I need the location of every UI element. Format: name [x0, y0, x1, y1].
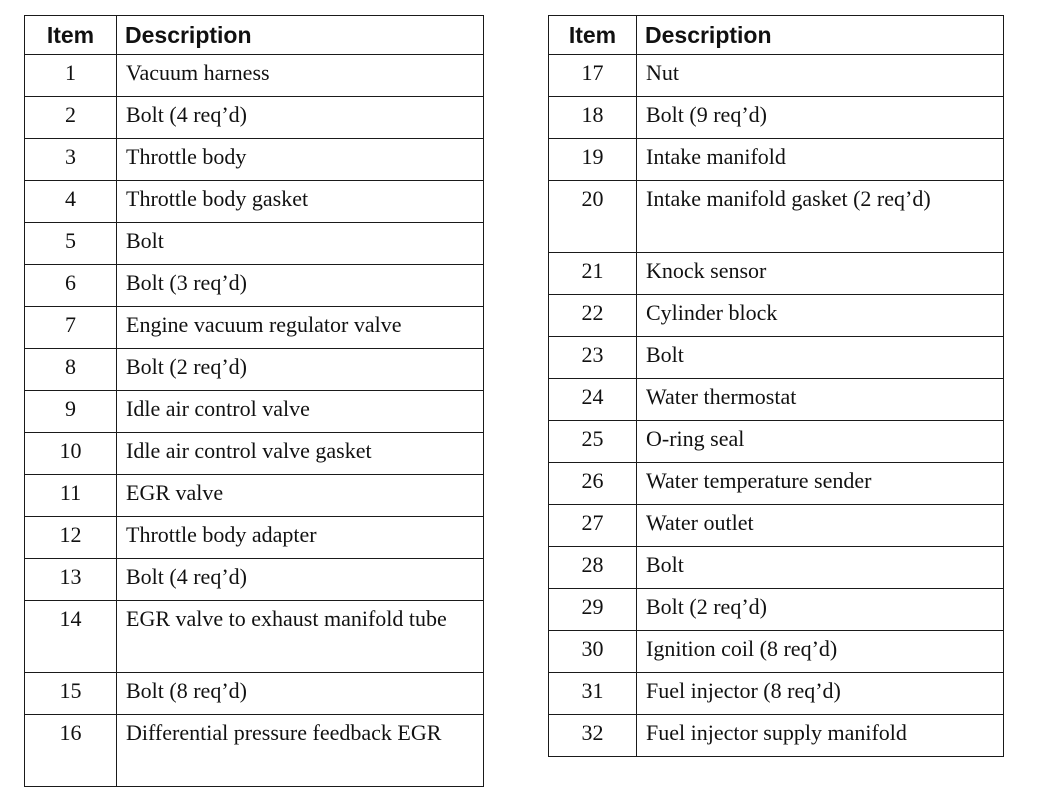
item-description: Water temperature sender [637, 463, 1004, 505]
table-row [25, 139, 484, 181]
item-number: 17 [549, 55, 637, 97]
item-description: Bolt (2 req’d) [637, 589, 1004, 631]
table-row [25, 349, 484, 391]
item-number: 13 [25, 559, 117, 601]
item-description: EGR valve [117, 475, 484, 517]
table-row [25, 559, 484, 601]
item-description: Bolt (3 req’d) [117, 265, 484, 307]
table-row [25, 391, 484, 433]
item-description: Bolt [117, 223, 484, 265]
item-number: 8 [25, 349, 117, 391]
item-number: 18 [549, 97, 637, 139]
item-description: Cylinder block [637, 295, 1004, 337]
item-number: 32 [549, 715, 637, 757]
item-description: Bolt (8 req’d) [117, 673, 484, 715]
table-row [549, 421, 1004, 463]
item-number: 24 [549, 379, 637, 421]
item-description: Idle air control valve [117, 391, 484, 433]
table-row [549, 589, 1004, 631]
item-description: Bolt [637, 547, 1004, 589]
item-number: 9 [25, 391, 117, 433]
table-row [25, 601, 484, 673]
table-row [549, 181, 1004, 253]
item-description: Water thermostat [637, 379, 1004, 421]
item-description: Intake manifold [637, 139, 1004, 181]
item-number: 12 [25, 517, 117, 559]
item-description: Idle air control valve gasket [117, 433, 484, 475]
table-row [549, 253, 1004, 295]
item-column-header: Item [549, 16, 637, 55]
table-row [549, 631, 1004, 673]
item-number: 22 [549, 295, 637, 337]
item-number: 26 [549, 463, 637, 505]
table-row [549, 547, 1004, 589]
item-description: Vacuum harness [117, 55, 484, 97]
item-description: EGR valve to exhaust manifold tube [117, 601, 484, 673]
item-number: 21 [549, 253, 637, 295]
item-description: Throttle body [117, 139, 484, 181]
item-number: 14 [25, 601, 117, 673]
table-row [549, 463, 1004, 505]
table-row [549, 139, 1004, 181]
item-number: 25 [549, 421, 637, 463]
table-row [549, 715, 1004, 757]
item-number: 6 [25, 265, 117, 307]
table-row [549, 55, 1004, 97]
item-number: 27 [549, 505, 637, 547]
item-number: 31 [549, 673, 637, 715]
table-row [25, 307, 484, 349]
item-description: Differential pressure feedback EGR [117, 715, 484, 787]
item-description: Water outlet [637, 505, 1004, 547]
item-description: Bolt (4 req’d) [117, 97, 484, 139]
item-description: Fuel injector (8 req’d) [637, 673, 1004, 715]
item-description: Throttle body gasket [117, 181, 484, 223]
table-row [549, 295, 1004, 337]
item-description: Ignition coil (8 req’d) [637, 631, 1004, 673]
table-row [25, 181, 484, 223]
table-row [25, 223, 484, 265]
item-number: 10 [25, 433, 117, 475]
item-number: 1 [25, 55, 117, 97]
item-column-header: Item [25, 16, 117, 55]
parts-table-right [548, 15, 1004, 757]
item-description: Knock sensor [637, 253, 1004, 295]
item-description: Bolt (2 req’d) [117, 349, 484, 391]
item-description: Throttle body adapter [117, 517, 484, 559]
item-number: 30 [549, 631, 637, 673]
table-row [25, 673, 484, 715]
item-number: 28 [549, 547, 637, 589]
table-row [25, 715, 484, 787]
parts-table-left [24, 15, 484, 787]
item-description: O-ring seal [637, 421, 1004, 463]
table-header-row [549, 16, 1004, 55]
table-row [25, 475, 484, 517]
table-row [549, 97, 1004, 139]
item-number: 3 [25, 139, 117, 181]
table-row [549, 379, 1004, 421]
table-header-row [25, 16, 484, 55]
table-row [549, 337, 1004, 379]
item-number: 5 [25, 223, 117, 265]
item-number: 19 [549, 139, 637, 181]
table-row [25, 55, 484, 97]
item-description: Intake manifold gasket (2 req’d) [637, 181, 1004, 253]
item-description: Bolt [637, 337, 1004, 379]
item-description: Bolt (4 req’d) [117, 559, 484, 601]
table-row [25, 517, 484, 559]
item-number: 2 [25, 97, 117, 139]
table-row [25, 265, 484, 307]
item-number: 7 [25, 307, 117, 349]
item-description: Engine vacuum regulator valve [117, 307, 484, 349]
item-number: 23 [549, 337, 637, 379]
table-row [25, 97, 484, 139]
item-number: 4 [25, 181, 117, 223]
item-description: Fuel injector supply manifold [637, 715, 1004, 757]
item-description: Bolt (9 req’d) [637, 97, 1004, 139]
table-row [25, 433, 484, 475]
table-row [549, 505, 1004, 547]
item-description: Nut [637, 55, 1004, 97]
item-number: 29 [549, 589, 637, 631]
table-row [549, 673, 1004, 715]
item-number: 11 [25, 475, 117, 517]
item-number: 15 [25, 673, 117, 715]
item-number: 16 [25, 715, 117, 787]
description-column-header: Description [637, 16, 1004, 55]
description-column-header: Description [117, 16, 484, 55]
item-number: 20 [549, 181, 637, 253]
